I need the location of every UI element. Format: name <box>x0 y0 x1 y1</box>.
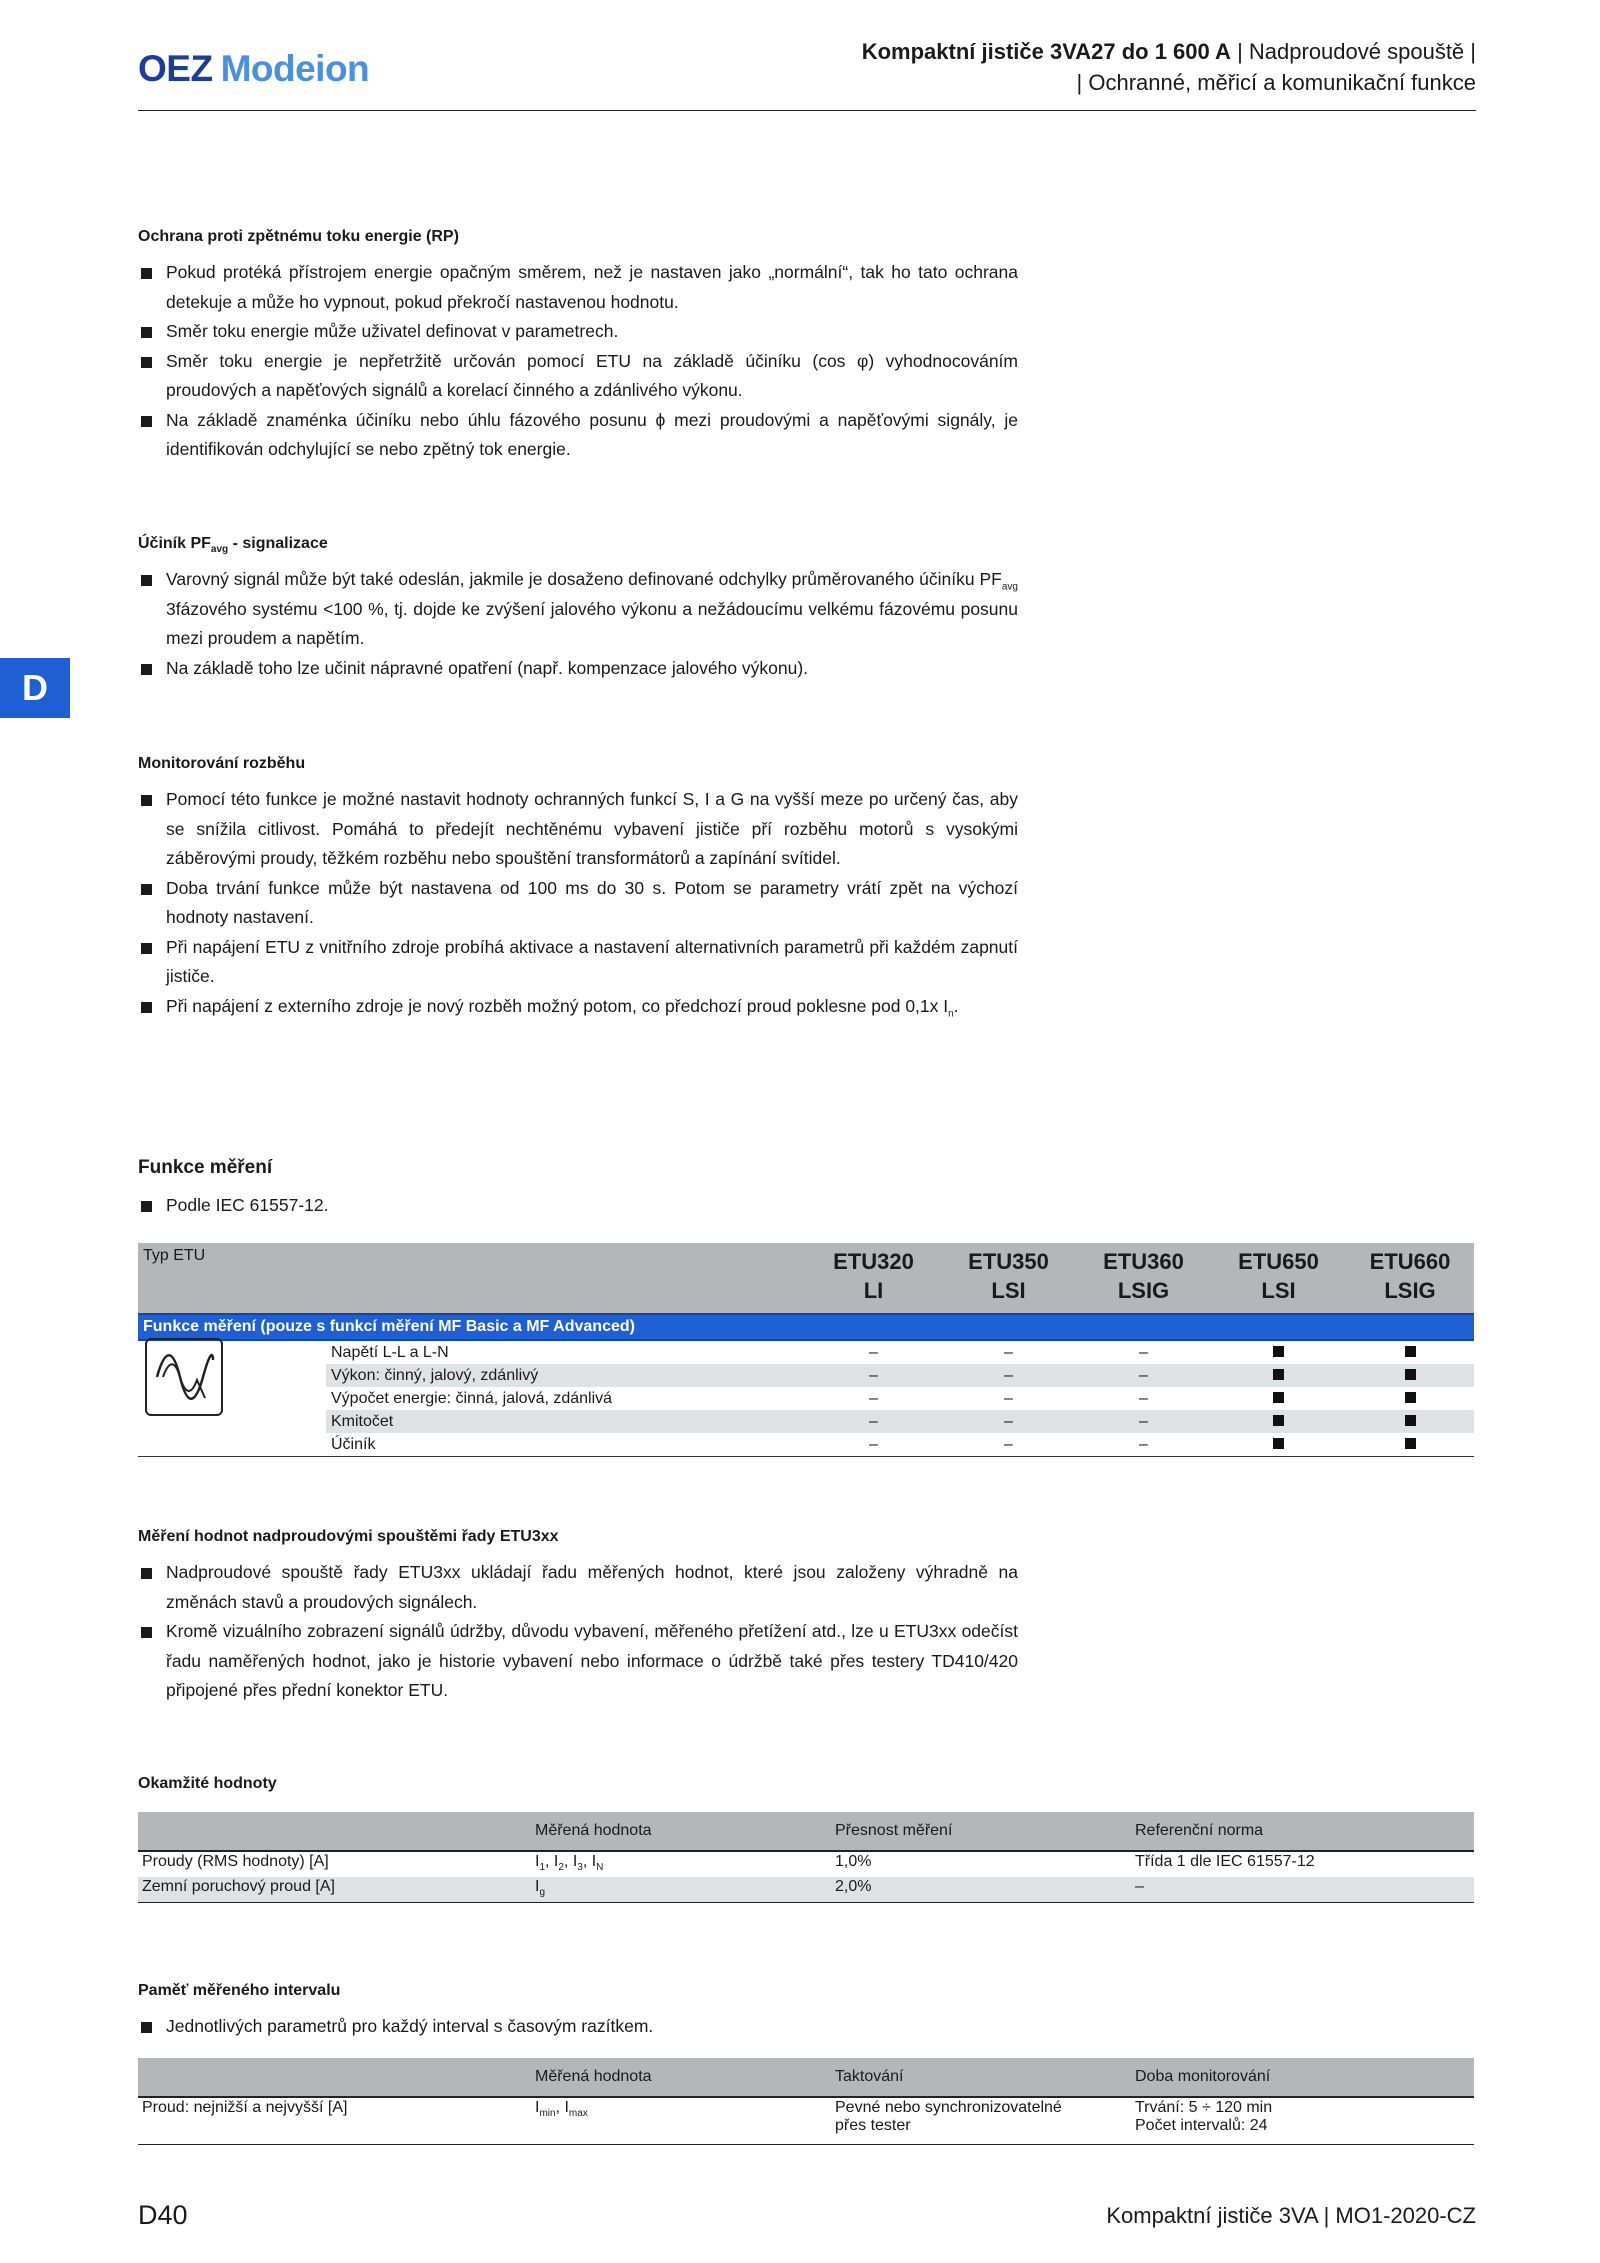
availability-cell: – <box>941 1433 1076 1457</box>
table-cell: Pevné nebo synchronizovatelné přes tester <box>831 2097 1131 2145</box>
section-interval-memory <box>138 1982 1018 2042</box>
table-row <box>138 1340 1474 1364</box>
table-row <box>138 1387 1474 1410</box>
availability-cell <box>1346 1387 1474 1410</box>
list-item: Doba trvání funkce může být nastavena od 100 ms do 30 s. Potom se parametry vrátí zpět na výchozí hodnoty nastavení. <box>138 874 1018 933</box>
section-title: Měření hodnot nadproudovými spouštěmi řady ETU3xx <box>138 1528 559 1545</box>
row-label: Napětí L-L a L-N <box>331 1343 449 1361</box>
table-header <box>138 1812 531 1851</box>
table-header <box>138 2058 531 2097</box>
list-item: Směr toku energie může uživatel definovat v parametrech. <box>138 317 1018 347</box>
availability-cell: – <box>806 1410 941 1433</box>
section-reverse-power <box>138 228 1018 465</box>
bullet-list <box>138 1191 1018 1221</box>
table-cell: 1,0% <box>835 1853 872 1870</box>
available-mark <box>1273 1369 1284 1380</box>
availability-cell <box>1346 1340 1474 1364</box>
table-cell: $I_1$, $I_2$, $I_3$, $I_N$ <box>535 1853 604 1874</box>
header-divider <box>138 110 1476 111</box>
table-cell: Proudy (RMS hodnoty) [A] <box>142 1853 329 1870</box>
table-row <box>138 2097 1474 2145</box>
section-title: Funkce měření <box>138 1157 273 1178</box>
interval-table <box>138 2058 1474 2145</box>
table-row <box>138 1877 1474 1903</box>
list-item: Varovný signál může být také odeslán, jakmile je dosaženo definované odchylky průměrovaného účiníku $PF_{avg}$ 3fázového systému <100 %, tj. dojde ke zvýšení jalového výkonu a nežádoucímu velkému fázovému posunu mezi proudem a napětím. <box>138 565 1018 654</box>
availability-cell: – <box>1004 1343 1013 1361</box>
table-header-etu320: ETU320 LI <box>806 1243 941 1314</box>
section-title: Paměť měřeného intervalu <box>138 1982 341 1999</box>
available-mark <box>1405 1346 1416 1357</box>
table-cell: – <box>1131 1877 1474 1903</box>
section-tab: D <box>0 658 70 718</box>
footer-title: Kompaktní jističe 3VA | MO1-2020-CZ <box>1106 2203 1476 2228</box>
row-label: Výkon: činný, jalový, zdánlivý <box>326 1364 806 1387</box>
section-power-factor <box>138 535 1018 683</box>
available-mark <box>1273 1392 1284 1403</box>
list-item: Na základě znaménka účiníku nebo úhlu fázového posunu ϕ mezi proudovými a napěťovými signály, je identifikován odchylující se nebo zpětný tok energie. <box>138 406 1018 465</box>
table-cell: Proud: nejnižší a nejvyšší [A] <box>138 2097 531 2145</box>
available-mark <box>1273 1438 1284 1449</box>
availability-cell <box>1346 1410 1474 1433</box>
table-header: Doba monitorování <box>1131 2058 1474 2097</box>
list-item: Směr toku energie je nepřetržitě určován pomocí ETU na základě účiníku (cos φ) vyhodnocováním proudových a napěťových signálů a korelací činného a zdánlivého výkonu. <box>138 347 1018 406</box>
table-header: Měřená hodnota <box>531 2058 831 2097</box>
table-row <box>138 1364 1474 1387</box>
bullet-list <box>138 258 1018 465</box>
list-item: Nadproudové spouště řady ETU3xx ukládají řadu měřených hodnot, které jsou založeny výhradně na změnách stavů a proudových signálech. <box>138 1558 1018 1617</box>
availability-cell: – <box>1004 1389 1013 1407</box>
availability-cell: – <box>869 1389 878 1407</box>
table-cell: Zemní poruchový proud [A] <box>138 1877 531 1903</box>
list-item: Pokud protéká přístrojem energie opačným směrem, než je nastaven jako „normální“, tak ho tato ochrana detekuje a může ho vypnout, pokud překročí nastavenou hodnotu. <box>138 258 1018 317</box>
bullet-list <box>138 2012 1018 2042</box>
table-cell: 2,0% <box>831 1877 1131 1903</box>
bullet-list <box>138 1558 1018 1706</box>
availability-cell <box>1211 1387 1346 1410</box>
availability-cell: – <box>869 1343 878 1361</box>
list-item: Na základě toho lze učinit nápravné opatření (např. kompenzace jalového výkonu). <box>138 654 1018 684</box>
section-etu3xx <box>138 1528 1018 1706</box>
icon-column-cell <box>138 1433 326 1457</box>
instant-values-table <box>138 1812 1474 1903</box>
availability-cell: – <box>941 1410 1076 1433</box>
list-item: Jednotlivých parametrů pro každý interval s časovým razítkem. <box>138 2012 1018 2042</box>
header-subtitle: | Ochranné, měřicí a komunikační funkce <box>1076 70 1476 95</box>
list-item: Při napájení z externího zdroje je nový rozběh možný potom, co předchozí proud poklesne pod 0,1x $I_n$. <box>138 992 1018 1022</box>
section-title: Účiník $PF_{avg}$ - signalizace <box>138 535 328 556</box>
header-title-rest: | Nadproudové spouště | <box>1237 39 1476 64</box>
etu-measurement-table <box>138 1243 1474 1457</box>
availability-cell <box>1346 1433 1474 1457</box>
table-cell: $I_g$ <box>531 1877 831 1903</box>
table-header-etu650: ETU650 LSI <box>1211 1243 1346 1314</box>
page-number: D40 <box>138 2200 188 2230</box>
row-label: Účiník <box>326 1433 806 1457</box>
list-item: Kromě vizuálního zobrazení signálů údržby, důvodu vybavení, měřeného přetížení atd., lze u ETU3xx odečíst řadu naměřených hodnot, jako je historie vybavení nebo informace o údržbě také přes testery TD410/420 připojené přes přední konektor ETU. <box>138 1617 1018 1706</box>
list-item: Podle IEC 61557-12. <box>138 1191 1018 1221</box>
table-cell: Třída 1 dle IEC 61557-12 <box>1135 1853 1315 1870</box>
availability-cell: – <box>806 1433 941 1457</box>
available-mark <box>1273 1415 1284 1426</box>
section-title: Ochrana proti zpětnému toku energie (RP) <box>138 228 459 245</box>
availability-cell: – <box>941 1364 1076 1387</box>
availability-cell: – <box>1076 1433 1211 1457</box>
bullet-list <box>138 565 1018 683</box>
available-mark <box>1273 1346 1284 1357</box>
table-header-etu660: ETU660 LSIG <box>1346 1243 1474 1314</box>
header-title-bold: Kompaktní jističe 3VA27 do 1 600 A <box>861 39 1231 64</box>
table-header: Přesnost měření <box>831 1812 1131 1851</box>
available-mark <box>1405 1369 1416 1380</box>
list-item: Pomocí této funkce je možné nastavit hodnoty ochranných funkcí S, I a G na vyšší meze po určený čas, aby se snížila citlivost. Pomáhá to předejít nechtěnému vybavení jističe pří rozběhu motorů s vysokými záběrovými proudy, těžkém rozběhu nebo spouštění transformátorů a zapínání svítidel. <box>138 785 1018 874</box>
table-header-type: Typ ETU <box>138 1243 806 1314</box>
sine-wave-icon <box>145 1338 223 1416</box>
table-row <box>138 1410 1474 1433</box>
table-cell: Trvání: 5 ÷ 120 min Počet intervalů: 24 <box>1131 2097 1474 2145</box>
table-row <box>138 1433 1474 1457</box>
availability-cell <box>1211 1410 1346 1433</box>
row-label: Kmitočet <box>326 1410 806 1433</box>
availability-cell: – <box>1139 1343 1148 1361</box>
availability-cell: – <box>806 1364 941 1387</box>
table-header-etu360: ETU360 LSIG <box>1076 1243 1211 1314</box>
table-group-label: Funkce měření (pouze s funkcí měření MF Basic a MF Advanced) <box>138 1314 1474 1340</box>
availability-cell <box>1211 1364 1346 1387</box>
logo-modeion: Modeion <box>220 48 370 89</box>
section-title: Monitorování rozběhu <box>138 755 306 772</box>
table-header: Měřená hodnota <box>531 1812 831 1851</box>
header-title <box>862 36 1476 98</box>
row-label: Výpočet energie: činná, jalová, zdánlivá <box>331 1389 613 1407</box>
availability-cell: – <box>1139 1389 1148 1407</box>
availability-cell <box>1211 1433 1346 1457</box>
section-startup <box>138 755 1018 1021</box>
availability-cell: – <box>1076 1410 1211 1433</box>
table-header: Taktování <box>831 2058 1131 2097</box>
available-mark <box>1405 1392 1416 1403</box>
section-instant-values <box>138 1775 1018 1805</box>
available-mark <box>1405 1415 1416 1426</box>
table-cell: $I_{min}$, $I_{max}$ <box>531 2097 831 2145</box>
bullet-list <box>138 785 1018 1021</box>
table-header: Referenční norma <box>1131 1812 1474 1851</box>
logo <box>138 48 369 90</box>
list-item: Při napájení ETU z vnitřního zdroje probíhá aktivace a nastavení alternativních parametrů při každém zapnutí jističe. <box>138 933 1018 992</box>
available-mark <box>1405 1438 1416 1449</box>
section-measurement <box>138 1157 1018 1221</box>
availability-cell <box>1346 1364 1474 1387</box>
availability-cell: – <box>1076 1364 1211 1387</box>
table-row <box>138 1851 1474 1877</box>
availability-cell <box>1211 1340 1346 1364</box>
logo-oez: OEZ <box>138 48 213 89</box>
table-header-etu350: ETU350 LSI <box>941 1243 1076 1314</box>
section-title: Okamžité hodnoty <box>138 1775 277 1792</box>
